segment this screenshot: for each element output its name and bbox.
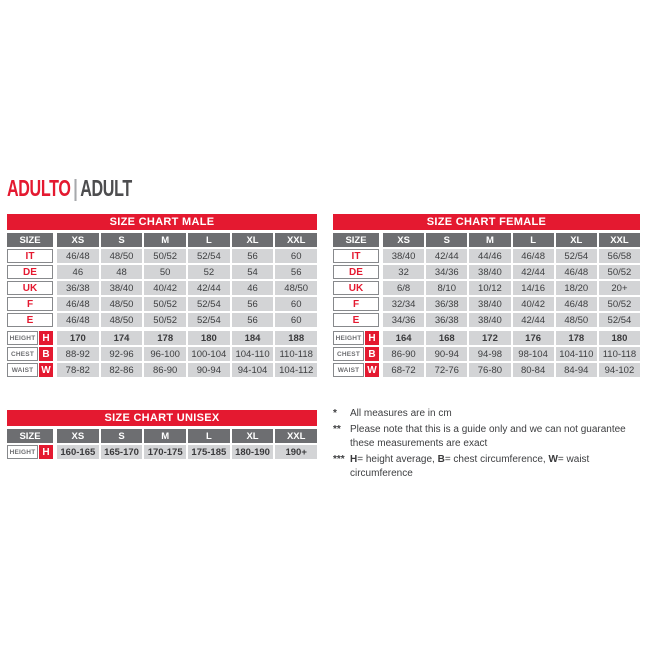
size-column-header: SIZE — [7, 233, 53, 247]
measure-badge: W — [39, 363, 53, 377]
footnote-segment: = waist circumference — [350, 454, 590, 479]
size-cell: 52/54 — [188, 313, 230, 327]
measure-row-height — [333, 331, 640, 345]
measure-row-cells — [57, 347, 317, 361]
measure-badge: H — [39, 445, 53, 459]
measure-cell: 90-94 — [426, 347, 467, 361]
measure-row-cells — [57, 331, 317, 345]
footnote-text: Please note that this is a guide only and we can not guarantee these measurements are exact — [350, 424, 626, 449]
column-header-l: L — [188, 429, 230, 443]
header-cells — [57, 429, 317, 443]
size-cell: 6/8 — [383, 281, 424, 295]
measure-cell: 178 — [144, 331, 186, 345]
size-chart-male-table — [7, 214, 317, 379]
size-cell: 48/50 — [101, 297, 143, 311]
footnote-marker: ** — [333, 424, 341, 435]
measure-cell: 68-72 — [383, 363, 424, 377]
measure-label-column — [7, 445, 53, 459]
size-row-label-column — [7, 265, 53, 279]
size-row-label: F — [7, 297, 53, 311]
size-row-cells — [383, 249, 640, 263]
size-cell: 46/48 — [556, 265, 597, 279]
size-cell: 36/38 — [426, 313, 467, 327]
measure-row-label: CHEST — [7, 347, 38, 361]
measure-label-column — [7, 331, 53, 345]
size-row-label: UK — [7, 281, 53, 295]
column-header-xxl: XXL — [275, 429, 317, 443]
size-row-label-column — [7, 249, 53, 263]
measure-cell: 160-165 — [57, 445, 99, 459]
size-row-de — [7, 265, 317, 279]
size-cell: 46/48 — [556, 297, 597, 311]
page-title-separator: | — [73, 175, 78, 201]
measure-cell: 86-90 — [144, 363, 186, 377]
size-cell: 60 — [275, 297, 317, 311]
measure-row-label: WAIST — [7, 363, 38, 377]
size-cell: 52/54 — [188, 249, 230, 263]
measure-cell: 170-175 — [144, 445, 186, 459]
size-row-uk — [333, 281, 640, 295]
size-row-uk — [7, 281, 317, 295]
measure-row-height — [7, 445, 317, 459]
footnote-marker: * — [333, 408, 337, 419]
size-cell: 40/42 — [513, 297, 554, 311]
size-cell: 42/44 — [513, 265, 554, 279]
size-cell: 50/52 — [599, 297, 640, 311]
size-cell: 36/38 — [57, 281, 99, 295]
size-cell: 36/38 — [426, 297, 467, 311]
footnote-row — [333, 453, 645, 481]
size-row-cells — [383, 265, 640, 279]
measure-cell: 84-94 — [556, 363, 597, 377]
table-header-row — [7, 429, 317, 443]
column-header-xs: XS — [383, 233, 424, 247]
size-row-cells — [57, 281, 317, 295]
footnotes — [333, 407, 645, 483]
measure-badge: B — [39, 347, 53, 361]
measure-cell: 96-100 — [144, 347, 186, 361]
size-cell: 50 — [144, 265, 186, 279]
measure-row-cells — [383, 347, 640, 361]
column-header-s: S — [101, 233, 143, 247]
measure-label-column — [333, 347, 379, 361]
measure-cell: 86-90 — [383, 347, 424, 361]
header-cells — [383, 233, 640, 247]
measure-row-chest — [333, 347, 640, 361]
footnote-segment: W — [548, 454, 558, 465]
size-cell: 56/58 — [599, 249, 640, 263]
size-cell: 38/40 — [383, 249, 424, 263]
size-cell: 44/46 — [469, 249, 510, 263]
measure-row-label: WAIST — [333, 363, 364, 377]
measure-label-column — [333, 331, 379, 345]
measure-cell: 72-76 — [426, 363, 467, 377]
footnote-row — [333, 407, 645, 421]
size-cell: 52/54 — [556, 249, 597, 263]
size-cell: 48/50 — [101, 249, 143, 263]
size-row-label-column — [333, 281, 379, 295]
size-cell: 56 — [232, 249, 274, 263]
size-row-label-column — [7, 297, 53, 311]
measure-cell: 98-104 — [513, 347, 554, 361]
size-cell: 52/54 — [188, 297, 230, 311]
size-cell: 50/52 — [599, 265, 640, 279]
footnote-row — [333, 423, 645, 451]
size-row-cells — [57, 297, 317, 311]
measure-label-column — [333, 363, 379, 377]
size-row-label: DE — [333, 265, 379, 279]
header-label-column — [7, 233, 53, 247]
footnote-segment: = height average, — [357, 454, 438, 465]
measure-row-cells — [57, 363, 317, 377]
measure-cell: 180 — [188, 331, 230, 345]
header-cells — [57, 233, 317, 247]
size-cell: 46 — [57, 265, 99, 279]
size-cell: 50/52 — [144, 297, 186, 311]
size-cell: 38/40 — [469, 313, 510, 327]
column-header-xxl: XXL — [275, 233, 317, 247]
measure-row-chest — [7, 347, 317, 361]
measure-row-waist — [333, 363, 640, 377]
size-cell: 40/42 — [144, 281, 186, 295]
column-header-xxl: XXL — [599, 233, 640, 247]
table-title-banner: SIZE CHART FEMALE — [333, 214, 640, 230]
footnote-segment: H — [350, 454, 358, 465]
measure-cell: 82-86 — [101, 363, 143, 377]
size-cell: 52/54 — [599, 313, 640, 327]
column-header-m: M — [144, 233, 186, 247]
measure-cell: 104-112 — [275, 363, 317, 377]
measure-row-label: HEIGHT — [7, 331, 38, 345]
size-cell: 42/44 — [513, 313, 554, 327]
size-row-label-column — [333, 313, 379, 327]
column-header-xs: XS — [57, 429, 99, 443]
measure-badge: W — [365, 363, 379, 377]
header-label-column — [333, 233, 379, 247]
size-row-cells — [383, 313, 640, 327]
size-cell: 20+ — [599, 281, 640, 295]
measure-cell: 178 — [556, 331, 597, 345]
size-cell: 8/10 — [426, 281, 467, 295]
measure-cell: 184 — [232, 331, 274, 345]
measure-cell: 190+ — [275, 445, 317, 459]
measure-cell: 88-92 — [57, 347, 99, 361]
measure-cell: 94-98 — [469, 347, 510, 361]
size-row-cells — [57, 265, 317, 279]
measure-badge: B — [365, 347, 379, 361]
size-row-e — [7, 313, 317, 327]
column-header-xl: XL — [232, 429, 274, 443]
measure-cell: 180 — [599, 331, 640, 345]
size-row-label: UK — [333, 281, 379, 295]
table-title-banner: SIZE CHART MALE — [7, 214, 317, 230]
measure-cell: 94-102 — [599, 363, 640, 377]
measure-cell: 168 — [426, 331, 467, 345]
measure-cell: 76-80 — [469, 363, 510, 377]
size-row-e — [333, 313, 640, 327]
size-row-f — [333, 297, 640, 311]
size-row-label-column — [7, 281, 53, 295]
measure-cell: 90-94 — [188, 363, 230, 377]
size-cell: 54 — [232, 265, 274, 279]
measure-label-column — [7, 363, 53, 377]
measure-row-waist — [7, 363, 317, 377]
column-header-xs: XS — [57, 233, 99, 247]
measure-row-cells — [383, 363, 640, 377]
measure-row-cells — [57, 445, 317, 459]
measure-badge: H — [39, 331, 53, 345]
size-cell: 42/44 — [188, 281, 230, 295]
size-row-cells — [383, 281, 640, 295]
size-row-label: E — [7, 313, 53, 327]
size-row-de — [333, 265, 640, 279]
size-cell: 14/16 — [513, 281, 554, 295]
measure-cell: 188 — [275, 331, 317, 345]
page-title-primary: ADULTO — [7, 175, 71, 201]
column-header-xl: XL — [556, 233, 597, 247]
footnote-segment: = chest circumference, — [444, 454, 549, 465]
size-cell: 46/48 — [513, 249, 554, 263]
size-cell: 60 — [275, 313, 317, 327]
size-cell: 32 — [383, 265, 424, 279]
table-header-row — [333, 233, 640, 247]
size-row-f — [7, 297, 317, 311]
measure-cell: 176 — [513, 331, 554, 345]
size-cell: 34/36 — [426, 265, 467, 279]
size-cell: 56 — [232, 297, 274, 311]
measure-row-label: HEIGHT — [7, 445, 38, 459]
size-cell: 52 — [188, 265, 230, 279]
footnote-marker: *** — [333, 454, 345, 465]
footnote-text — [350, 453, 645, 481]
measure-cell: 100-104 — [188, 347, 230, 361]
size-row-label: IT — [333, 249, 379, 263]
size-cell: 32/34 — [383, 297, 424, 311]
size-cell: 48/50 — [556, 313, 597, 327]
measure-cell: 165-170 — [101, 445, 143, 459]
size-cell: 46/48 — [57, 297, 99, 311]
size-cell: 38/40 — [101, 281, 143, 295]
measure-cell: 92-96 — [101, 347, 143, 361]
measure-cell: 175-185 — [188, 445, 230, 459]
size-row-label-column — [7, 313, 53, 327]
size-cell: 10/12 — [469, 281, 510, 295]
size-cell: 56 — [232, 313, 274, 327]
size-cell: 46/48 — [57, 249, 99, 263]
footnote-segment: B — [437, 454, 445, 465]
size-cell: 48/50 — [275, 281, 317, 295]
size-row-label: E — [333, 313, 379, 327]
size-column-header: SIZE — [333, 233, 379, 247]
column-header-s: S — [426, 233, 467, 247]
size-chart-female-table — [333, 214, 640, 379]
size-column-header: SIZE — [7, 429, 53, 443]
size-row-label-column — [333, 249, 379, 263]
size-cell: 38/40 — [469, 297, 510, 311]
size-cell: 46/48 — [57, 313, 99, 327]
size-cell: 18/20 — [556, 281, 597, 295]
column-header-xl: XL — [232, 233, 274, 247]
measure-badge: H — [365, 331, 379, 345]
size-row-label: F — [333, 297, 379, 311]
size-row-cells — [57, 313, 317, 327]
size-row-cells — [383, 297, 640, 311]
measure-cell: 80-84 — [513, 363, 554, 377]
size-cell: 50/52 — [144, 249, 186, 263]
size-cell: 34/36 — [383, 313, 424, 327]
size-cell: 50/52 — [144, 313, 186, 327]
size-cell: 60 — [275, 249, 317, 263]
measure-cell: 170 — [57, 331, 99, 345]
size-row-it — [333, 249, 640, 263]
size-chart-unisex-table — [7, 410, 317, 461]
size-row-it — [7, 249, 317, 263]
size-row-label: IT — [7, 249, 53, 263]
table-title-banner: SIZE CHART UNISEX — [7, 410, 317, 426]
page-title-secondary: ADULT — [80, 175, 132, 201]
size-cell: 56 — [275, 265, 317, 279]
table-header-row — [7, 233, 317, 247]
measure-cell: 180-190 — [232, 445, 274, 459]
measure-row-height — [7, 331, 317, 345]
size-row-label: DE — [7, 265, 53, 279]
column-header-l: L — [513, 233, 554, 247]
measure-label-column — [7, 347, 53, 361]
column-header-m: M — [469, 233, 510, 247]
measure-row-label: HEIGHT — [333, 331, 364, 345]
size-row-label-column — [333, 265, 379, 279]
size-cell: 38/40 — [469, 265, 510, 279]
size-cell: 48/50 — [101, 313, 143, 327]
column-header-m: M — [144, 429, 186, 443]
column-header-l: L — [188, 233, 230, 247]
measure-row-cells — [383, 331, 640, 345]
measure-cell: 174 — [101, 331, 143, 345]
size-row-cells — [57, 249, 317, 263]
measure-cell: 164 — [383, 331, 424, 345]
page-title — [7, 176, 132, 200]
column-header-s: S — [101, 429, 143, 443]
measure-row-label: CHEST — [333, 347, 364, 361]
header-label-column — [7, 429, 53, 443]
measure-cell: 104-110 — [556, 347, 597, 361]
measure-cell: 110-118 — [275, 347, 317, 361]
size-cell: 48 — [101, 265, 143, 279]
measure-cell: 172 — [469, 331, 510, 345]
measure-cell: 78-82 — [57, 363, 99, 377]
size-cell: 42/44 — [426, 249, 467, 263]
measure-cell: 104-110 — [232, 347, 274, 361]
measure-cell: 110-118 — [599, 347, 640, 361]
footnote-text: All measures are in cm — [350, 408, 452, 419]
measure-cell: 94-104 — [232, 363, 274, 377]
size-row-label-column — [333, 297, 379, 311]
size-cell: 46 — [232, 281, 274, 295]
